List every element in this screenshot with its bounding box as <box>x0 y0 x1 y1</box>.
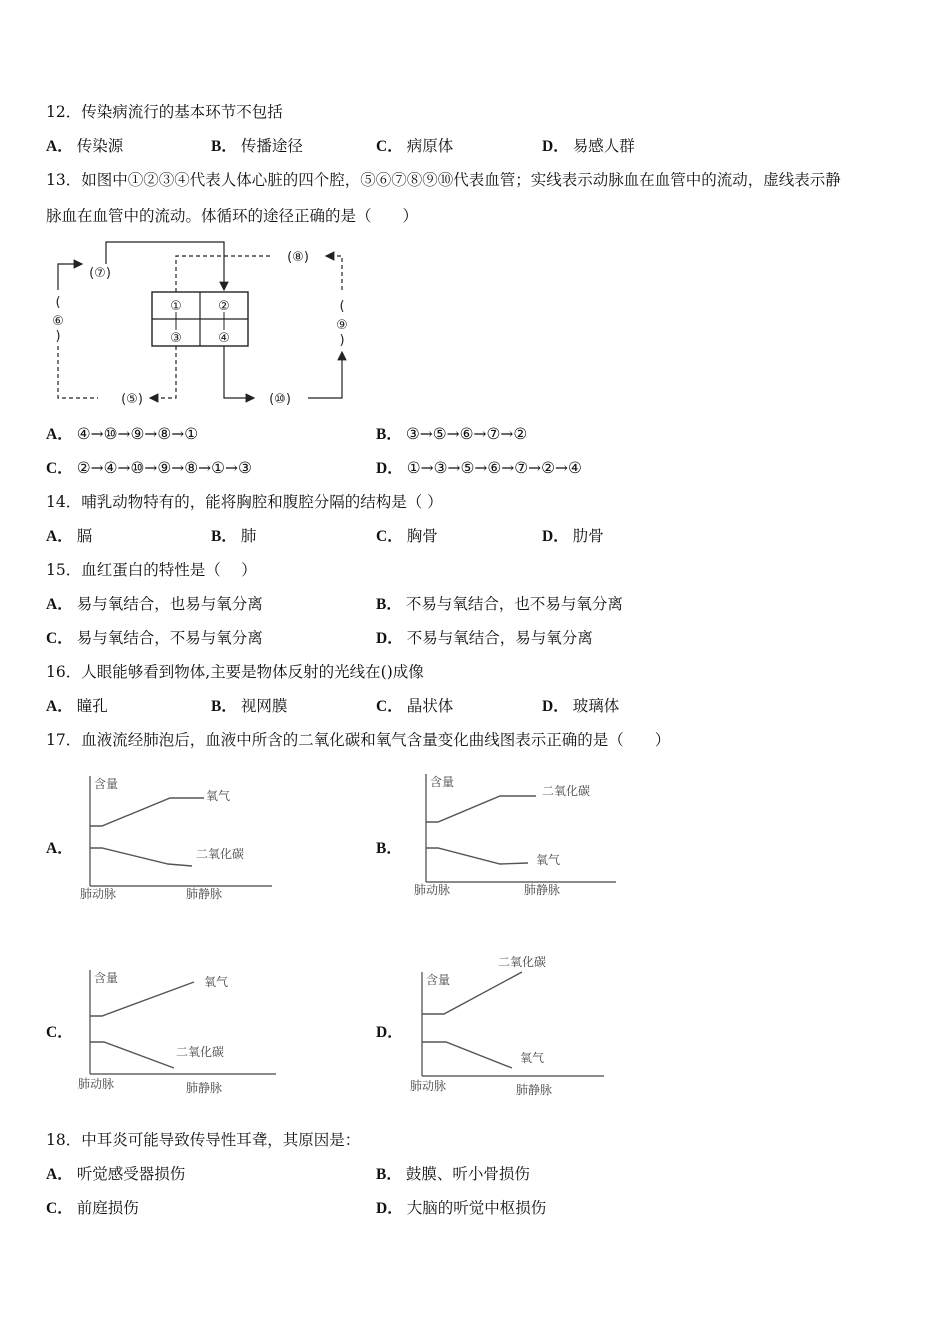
svg-text:): ) <box>55 329 61 344</box>
q17a-bottom-curve <box>90 848 192 866</box>
vessel-8: (⑧) <box>287 250 309 265</box>
q17-option-b[interactable]: B． <box>376 840 402 857</box>
q15-option-a[interactable]: A． 易与氧结合，也易与氧分离 <box>46 595 263 613</box>
q15-option-b[interactable]: B． 不易与氧结合，也不易与氧分离 <box>376 595 623 613</box>
q18-option-d[interactable]: D． 大脑的听觉中枢损伤 <box>376 1199 547 1217</box>
question-13-line2: 脉血在血管中的流动。体循环的途径正确的是（ ） <box>46 207 419 225</box>
q14-option-b[interactable]: B． 肺 <box>211 527 257 545</box>
q15-option-c[interactable]: C． 易与氧结合，不易与氧分离 <box>46 629 263 647</box>
chamber-3: ③ <box>170 331 182 346</box>
q17b-top-curve <box>426 796 536 822</box>
vessel-5: (⑤) <box>121 392 143 407</box>
question-14: 14．哺乳动物特有的，能将胸腔和腹腔分隔的结构是（ ） <box>46 493 443 511</box>
q17a-top-curve <box>90 798 204 826</box>
svg-text:氧气: 氧气 <box>206 789 231 803</box>
q12-option-d[interactable]: D． 易感人群 <box>542 137 635 155</box>
q12-option-c[interactable]: C． 病原体 <box>376 137 454 155</box>
svg-text:氧气: 氧气 <box>204 975 229 989</box>
q16-option-b[interactable]: B． 视网膜 <box>211 697 288 715</box>
q12-option-b[interactable]: B． 传播途径 <box>211 137 303 155</box>
q13-option-b[interactable]: B． ③→⑤→⑥→⑦→② <box>376 425 528 443</box>
svg-text:肺静脉: 肺静脉 <box>186 887 223 901</box>
q18-option-a[interactable]: A． 听觉感受器损伤 <box>46 1165 186 1183</box>
q14-option-a[interactable]: A． 膈 <box>46 527 93 545</box>
svg-text:肺动脉: 肺动脉 <box>78 1077 115 1091</box>
svg-text:肺动脉: 肺动脉 <box>414 883 451 897</box>
q17-option-a[interactable]: A． <box>46 840 73 857</box>
svg-text:肺静脉: 肺静脉 <box>516 1083 553 1097</box>
svg-text:肺动脉: 肺动脉 <box>80 887 117 901</box>
q18-option-b[interactable]: B． 鼓膜、听小骨损伤 <box>376 1165 530 1183</box>
question-18: 18．中耳炎可能导致传导性耳聋，其原因是： <box>46 1131 361 1149</box>
svg-text:氧气: 氧气 <box>536 853 561 867</box>
question-12: 12．传染病流行的基本环节不包括 <box>46 103 283 121</box>
q17-graph-c[interactable] <box>76 964 286 1096</box>
question-13-line1: 13．如图中①②③④代表人体心脏的四个腔，⑤⑥⑦⑧⑨⑩代表血管；实线表示动脉血在血管中的流动，虚线表示静 <box>46 171 841 189</box>
svg-text:二氧化碳: 二氧化碳 <box>542 784 591 798</box>
q17c-bottom-curve <box>90 1042 174 1068</box>
q12-option-a[interactable]: A． 传染源 <box>46 137 124 155</box>
question-16: 16．人眼能够看到物体,主要是物体反射的光线在()成像 <box>46 663 424 681</box>
q13-option-c[interactable]: C． ②→④→⑩→⑨→⑧→①→③ <box>46 459 252 477</box>
question-17: 17．血液流经肺泡后，血液中所含的二氧化碳和氧气含量变化曲线图表示正确的是（ ） <box>46 731 671 749</box>
q17c-top-curve <box>90 982 194 1016</box>
vessel-7: (⑦) <box>89 266 111 281</box>
svg-text:二氧化碳: 二氧化碳 <box>498 955 547 969</box>
svg-text:含量: 含量 <box>94 971 119 985</box>
svg-text:含量: 含量 <box>426 973 451 987</box>
q16-option-a[interactable]: A． 瞳孔 <box>46 697 108 715</box>
question-15: 15．血红蛋白的特性是（ ） <box>46 561 257 579</box>
q17d-bottom-curve <box>422 1042 512 1068</box>
q17-graph-b[interactable] <box>412 768 632 900</box>
svg-text:(: ( <box>339 299 345 314</box>
svg-text:氧气: 氧气 <box>520 1051 545 1065</box>
svg-text:肺动脉: 肺动脉 <box>410 1079 447 1093</box>
vessel-10: (⑩) <box>269 392 291 407</box>
vessel-9: ⑨ <box>336 318 348 333</box>
heart-circulation-diagram <box>40 238 360 418</box>
q13-option-a[interactable]: A． ④→⑩→⑨→⑧→① <box>46 425 199 443</box>
chamber-4: ④ <box>218 331 230 346</box>
svg-text:二氧化碳: 二氧化碳 <box>196 847 245 861</box>
q16-option-d[interactable]: D． 玻璃体 <box>542 697 620 715</box>
svg-text:肺静脉: 肺静脉 <box>186 1081 223 1095</box>
vessel-6: ⑥ <box>52 314 64 329</box>
q15-option-d[interactable]: D． 不易与氧结合，易与氧分离 <box>376 629 593 647</box>
q17-option-c[interactable]: C． <box>46 1024 73 1041</box>
svg-text:(: ( <box>55 295 61 310</box>
q16-option-c[interactable]: C． 晶状体 <box>376 697 454 715</box>
q14-option-c[interactable]: C． 胸骨 <box>376 527 438 545</box>
svg-text:含量: 含量 <box>430 775 455 789</box>
q14-option-d[interactable]: D． 肋骨 <box>542 527 604 545</box>
q17-graph-a[interactable] <box>76 770 276 902</box>
chamber-2: ② <box>218 299 230 314</box>
svg-text:): ) <box>339 333 345 348</box>
q17-option-d[interactable]: D． <box>376 1024 403 1041</box>
q17-graph-d[interactable] <box>408 948 608 1098</box>
q13-option-d[interactable]: D． ①→③→⑤→⑥→⑦→②→④ <box>376 459 582 477</box>
svg-text:肺静脉: 肺静脉 <box>524 883 561 897</box>
q17b-bottom-curve <box>426 848 528 864</box>
q18-option-c[interactable]: C． 前庭损伤 <box>46 1199 139 1217</box>
svg-text:含量: 含量 <box>94 777 119 791</box>
chamber-1: ① <box>170 299 182 314</box>
svg-text:二氧化碳: 二氧化碳 <box>176 1045 225 1059</box>
